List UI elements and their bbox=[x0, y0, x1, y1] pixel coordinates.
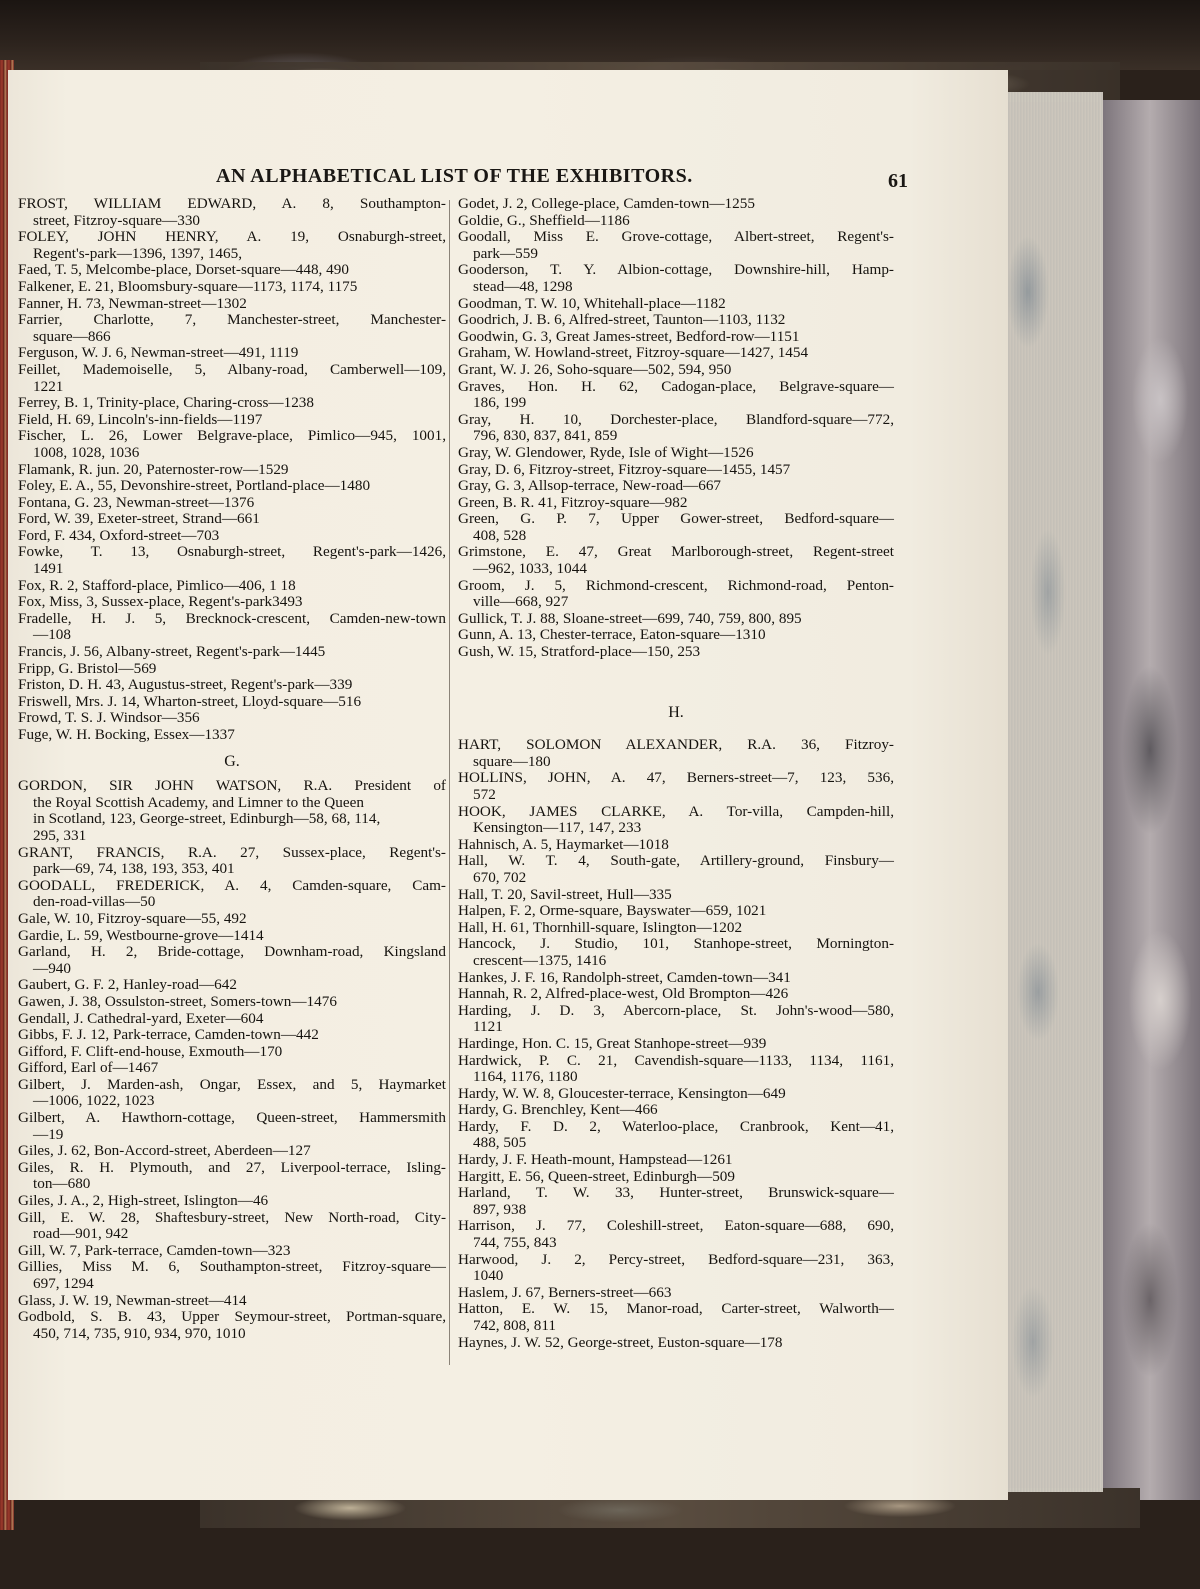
entry-text: Harwood, J. 2, Percy-street, Bedford-square—231, 363, bbox=[458, 1250, 894, 1268]
list-item bbox=[458, 1218, 894, 1251]
list-item bbox=[458, 296, 894, 313]
entry-text: Gifford, F. Clift-end-house, Exmouth—170 bbox=[18, 1042, 283, 1060]
entry-continuation: 295, 331 bbox=[33, 826, 87, 844]
right-column bbox=[458, 196, 894, 1351]
list-item bbox=[18, 1011, 446, 1028]
list-item bbox=[18, 462, 446, 479]
list-item bbox=[18, 495, 446, 512]
list-item bbox=[18, 1193, 446, 1210]
entry-text: Ford, W. 39, Exeter-street, Strand—661 bbox=[18, 510, 260, 528]
list-item bbox=[458, 770, 894, 803]
entry-text: Giles, J. 62, Bon-Accord-street, Aberdeen—127 bbox=[18, 1142, 311, 1160]
entry-text: Ferrey, B. 1, Trinity-place, Charing-cross—1238 bbox=[18, 394, 314, 412]
list-item bbox=[18, 611, 446, 644]
entry-continuation: in Scotland, 123, George-street, Edinburgh—58, 68, 114, bbox=[33, 810, 381, 828]
section-heading-h: H. bbox=[668, 703, 684, 721]
list-item bbox=[458, 1036, 894, 1053]
list-item bbox=[458, 1102, 894, 1119]
entry-text: Gill, E. W. 28, Shaftesbury-street, New North-road, City- bbox=[18, 1208, 446, 1226]
entry-text: Grimstone, E. 47, Great Marlborough-street, Regent-street bbox=[458, 543, 894, 561]
entry-text: Field, H. 69, Lincoln's-inn-fields—1197 bbox=[18, 410, 263, 428]
spacer bbox=[458, 661, 894, 695]
entry-text: Halpen, F. 2, Orme-square, Bayswater—659, 1021 bbox=[458, 902, 767, 920]
list-item bbox=[458, 544, 894, 577]
entry-continuation: ville—668, 927 bbox=[473, 593, 569, 611]
list-item bbox=[18, 644, 446, 661]
list-item bbox=[458, 312, 894, 329]
list-item bbox=[458, 1285, 894, 1302]
column-divider bbox=[449, 200, 450, 1365]
entry-text: Goldie, G., Sheffield—1186 bbox=[458, 211, 630, 229]
entry-continuation: 897, 938 bbox=[473, 1200, 527, 1218]
list-item bbox=[18, 1160, 446, 1193]
entry-continuation: 1121 bbox=[473, 1018, 503, 1036]
entries-g-continued bbox=[458, 196, 894, 661]
entry-continuation: 1221 bbox=[33, 377, 64, 395]
entry-text: Fischer, L. 26, Lower Belgrave-place, Pimlico—945, 1001, bbox=[18, 427, 446, 445]
list-item bbox=[18, 478, 446, 495]
entry-continuation: 572 bbox=[473, 786, 496, 803]
entry-text: Frowd, T. S. J. Windsor—356 bbox=[18, 709, 200, 727]
list-item bbox=[18, 1027, 446, 1044]
entry-text: Green, G. P. 7, Upper Gower-street, Bedford-square— bbox=[458, 510, 894, 528]
list-item bbox=[18, 229, 446, 262]
list-item bbox=[18, 528, 446, 545]
entry-text: GOODALL, FREDERICK, A. 4, Camden-square, Cam- bbox=[18, 876, 446, 894]
list-item bbox=[458, 853, 894, 886]
entry-text: Haslem, J. 67, Berners-street—663 bbox=[458, 1283, 672, 1301]
list-item bbox=[458, 737, 894, 770]
section-heading-g: G. bbox=[224, 752, 240, 770]
entry-continuation: —1006, 1022, 1023 bbox=[33, 1092, 155, 1110]
entry-continuation: 488, 505 bbox=[473, 1134, 527, 1152]
entry-text: Hardwick, P. C. 21, Cavendish-square—1133, 1134, 1161, bbox=[458, 1051, 894, 1069]
entry-text: Gunn, A. 13, Chester-terrace, Eaton-square—1310 bbox=[458, 626, 766, 644]
entry-text: Gillies, Miss M. 6, Southampton-street, Fitzroy-square— bbox=[18, 1258, 446, 1276]
list-item bbox=[458, 970, 894, 987]
list-item bbox=[18, 1293, 446, 1310]
list-item bbox=[18, 778, 446, 844]
list-item bbox=[18, 428, 446, 461]
entry-text: Hall, W. T. 4, South-gate, Artillery-ground, Finsbury— bbox=[458, 852, 894, 870]
list-item bbox=[18, 262, 446, 279]
entry-text: Garland, H. 2, Bride-cottage, Downham-road, Kingsland bbox=[18, 943, 446, 961]
list-item bbox=[18, 196, 446, 229]
entry-text: Fanner, H. 73, Newman-street—1302 bbox=[18, 294, 247, 312]
entry-continuation: square—180 bbox=[473, 752, 551, 770]
entry-text: Godet, J. 2, College-place, Camden-town—1255 bbox=[458, 195, 755, 212]
list-item bbox=[458, 1335, 894, 1352]
list-item bbox=[18, 412, 446, 429]
entry-text: Hatton, E. W. 15, Manor-road, Carter-street, Walworth— bbox=[458, 1300, 894, 1318]
list-item bbox=[458, 262, 894, 295]
entry-continuation: Regent's-park—1396, 1397, 1465, bbox=[33, 244, 243, 262]
entry-text: Hargitt, E. 56, Queen-street, Edinburgh—509 bbox=[458, 1167, 735, 1185]
entry-text: HART, SOLOMON ALEXANDER, R.A. 36, Fitzroy- bbox=[458, 736, 894, 754]
entry-text: Fowke, T. 13, Osnaburgh-street, Regent's-park—1426, bbox=[18, 543, 446, 561]
list-item bbox=[18, 694, 446, 711]
entry-text: Gifford, Earl of—1467 bbox=[18, 1059, 159, 1077]
list-item bbox=[18, 594, 446, 611]
entry-text: Hardy, G. Brenchley, Kent—466 bbox=[458, 1101, 658, 1119]
page-header: AN ALPHABETICAL LIST OF THE EXHIBITORS. bbox=[216, 165, 693, 187]
list-item bbox=[18, 944, 446, 977]
entry-continuation: 186, 199 bbox=[473, 394, 527, 412]
entry-text: GRANT, FRANCIS, R.A. 27, Sussex-place, Regent's- bbox=[18, 843, 446, 861]
list-item bbox=[458, 804, 894, 837]
entry-continuation: 796, 830, 837, 841, 859 bbox=[473, 427, 618, 445]
entry-text: HOLLINS, JOHN, A. 47, Berners-street—7, 123, 536, bbox=[458, 769, 894, 787]
entry-text: Haynes, J. W. 52, George-street, Euston-square—178 bbox=[458, 1333, 783, 1351]
entry-text: FOLEY, JOHN HENRY, A. 19, Osnaburgh-street, bbox=[18, 228, 446, 246]
entry-continuation: 742, 808, 811 bbox=[473, 1317, 556, 1334]
list-item bbox=[458, 1152, 894, 1169]
list-item bbox=[18, 727, 446, 744]
list-item bbox=[458, 345, 894, 362]
list-item bbox=[18, 578, 446, 595]
list-item bbox=[458, 887, 894, 904]
list-item bbox=[458, 627, 894, 644]
entry-text: Friswell, Mrs. J. 14, Wharton-street, Lloyd-square—516 bbox=[18, 692, 362, 710]
entry-text: Gooderson, T. Y. Albion-cottage, Downshire-hill, Hamp- bbox=[458, 261, 894, 279]
entry-text: Hardy, F. D. 2, Waterloo-place, Cranbrook, Kent—41, bbox=[458, 1117, 894, 1135]
entry-text: Gardie, L. 59, Westbourne-grove—1414 bbox=[18, 926, 264, 944]
entry-text: Ferguson, W. J. 6, Newman-street—491, 1119 bbox=[18, 344, 299, 362]
list-item bbox=[458, 1185, 894, 1218]
list-item bbox=[18, 1077, 446, 1110]
entry-continuation: the Royal Scottish Academy, and Limner to the Queen bbox=[33, 793, 364, 811]
list-item bbox=[458, 578, 894, 611]
entry-continuation: street, Fitzroy-square—330 bbox=[33, 211, 201, 229]
list-item bbox=[18, 296, 446, 313]
entry-text: Gullick, T. J. 88, Sloane-street—699, 740, 759, 800, 895 bbox=[458, 609, 802, 627]
entry-continuation: 408, 528 bbox=[473, 526, 527, 544]
entries-f bbox=[18, 196, 446, 744]
entry-continuation: 670, 702 bbox=[473, 868, 527, 886]
left-column bbox=[18, 196, 446, 1342]
entry-text: Hardy, W. W. 8, Gloucester-terrace, Kensington—649 bbox=[458, 1084, 786, 1102]
entry-continuation: 1164, 1176, 1180 bbox=[473, 1068, 578, 1086]
list-item bbox=[458, 1003, 894, 1036]
entry-text: Gawen, J. 38, Ossulston-street, Somers-town—1476 bbox=[18, 992, 337, 1010]
entry-continuation: 1040 bbox=[473, 1267, 504, 1285]
entry-continuation: park—69, 74, 138, 193, 353, 401 bbox=[33, 860, 235, 878]
list-item bbox=[458, 495, 894, 512]
entry-text: Hardinge, Hon. C. 15, Great Stanhope-street—939 bbox=[458, 1034, 767, 1052]
list-item bbox=[458, 379, 894, 412]
entry-text: Graham, W. Howland-street, Fitzroy-square—1427, 1454 bbox=[458, 344, 809, 362]
entry-text: Hancock, J. Studio, 101, Stanhope-street, Mornington- bbox=[458, 935, 894, 953]
entry-text: Flamank, R. jun. 20, Paternoster-row—1529 bbox=[18, 460, 289, 478]
list-item bbox=[458, 213, 894, 230]
entry-text: Gill, W. 7, Park-terrace, Camden-town—323 bbox=[18, 1241, 291, 1259]
entry-text: Fradelle, H. J. 5, Brecknock-crescent, Camden-new-town bbox=[18, 609, 446, 627]
entry-text: Gilbert, A. Hawthorn-cottage, Queen-street, Hammersmith bbox=[18, 1109, 446, 1127]
list-item bbox=[458, 196, 894, 213]
entry-text: Feillet, Mademoiselle, 5, Albany-road, Camberwell—109, bbox=[18, 360, 446, 378]
entry-text: Fuge, W. H. Bocking, Essex—1337 bbox=[18, 726, 235, 743]
list-item bbox=[458, 1252, 894, 1285]
entry-text: Falkener, E. 21, Bloomsbury-square—1173, 1174, 1175 bbox=[18, 277, 358, 295]
list-item bbox=[458, 412, 894, 445]
list-item bbox=[18, 1060, 446, 1077]
entry-continuation: Kensington—117, 147, 233 bbox=[473, 819, 642, 837]
entry-text: Gray, D. 6, Fitzroy-street, Fitzroy-square—1455, 1457 bbox=[458, 460, 791, 478]
list-item bbox=[18, 279, 446, 296]
entry-text: Faed, T. 5, Melcombe-place, Dorset-square—448, 490 bbox=[18, 261, 349, 279]
entry-text: Goodwin, G. 3, Great James-street, Bedford-row—1151 bbox=[458, 327, 800, 345]
list-item bbox=[18, 1259, 446, 1292]
entry-continuation: road—901, 942 bbox=[33, 1225, 129, 1243]
entry-text: Glass, J. W. 19, Newman-street—414 bbox=[18, 1291, 247, 1309]
entry-text: Hannah, R. 2, Alfred-place-west, Old Brompton—426 bbox=[458, 985, 789, 1003]
list-item bbox=[18, 312, 446, 345]
entry-continuation: park—559 bbox=[473, 244, 538, 262]
entry-continuation: crescent—1375, 1416 bbox=[473, 951, 607, 969]
list-item bbox=[18, 977, 446, 994]
list-item bbox=[18, 544, 446, 577]
list-item bbox=[18, 677, 446, 694]
entry-text: Gray, W. Glendower, Ryde, Isle of Wight—1526 bbox=[458, 443, 754, 461]
list-item bbox=[458, 329, 894, 346]
entry-text: Goodrich, J. B. 6, Alfred-street, Taunton—1103, 1132 bbox=[458, 311, 786, 329]
list-item bbox=[18, 928, 446, 945]
entry-text: Goodman, T. W. 10, Whitehall-place—1182 bbox=[458, 294, 726, 312]
entry-text: Hardy, J. F. Heath-mount, Hampstead—1261 bbox=[458, 1151, 733, 1169]
list-item bbox=[458, 920, 894, 937]
entry-text: Gaubert, G. F. 2, Hanley-road—642 bbox=[18, 976, 237, 994]
list-item bbox=[458, 1119, 894, 1152]
entries-h bbox=[458, 737, 894, 1351]
list-item bbox=[458, 1301, 894, 1334]
entry-text: Harland, T. W. 33, Hunter-street, Brunswick-square— bbox=[458, 1184, 894, 1202]
list-item bbox=[458, 1053, 894, 1086]
entry-text: Hall, H. 61, Thornhill-square, Islington—1202 bbox=[458, 918, 743, 936]
list-item bbox=[458, 478, 894, 495]
list-item bbox=[18, 1210, 446, 1243]
entry-text: Giles, R. H. Plymouth, and 27, Liverpool-terrace, Isling- bbox=[18, 1158, 446, 1176]
page-number: 61 bbox=[888, 170, 908, 192]
list-item bbox=[458, 644, 894, 661]
list-item bbox=[458, 986, 894, 1003]
list-item bbox=[458, 611, 894, 628]
list-item bbox=[458, 1086, 894, 1103]
list-item bbox=[18, 362, 446, 395]
list-item bbox=[18, 1143, 446, 1160]
list-item bbox=[18, 1044, 446, 1061]
entry-continuation: 1008, 1028, 1036 bbox=[33, 443, 140, 461]
entry-continuation: stead—48, 1298 bbox=[473, 277, 573, 295]
entry-text: Goodall, Miss E. Grove-cottage, Albert-street, Regent's- bbox=[458, 228, 894, 246]
entry-text: Fox, Miss, 3, Sussex-place, Regent's-park3493 bbox=[18, 593, 303, 611]
entry-continuation: —940 bbox=[33, 959, 71, 977]
entry-text: Gush, W. 15, Stratford-place—150, 253 bbox=[458, 643, 701, 661]
list-item bbox=[458, 511, 894, 544]
entry-text: Groom, J. 5, Richmond-crescent, Richmond-road, Penton- bbox=[458, 576, 894, 594]
entry-text: Fripp, G. Bristol—569 bbox=[18, 659, 157, 677]
list-item bbox=[18, 1309, 446, 1342]
list-item bbox=[18, 878, 446, 911]
entry-text: Gendall, J. Cathedral-yard, Exeter—604 bbox=[18, 1009, 264, 1027]
list-item bbox=[18, 395, 446, 412]
list-item bbox=[18, 511, 446, 528]
list-item bbox=[458, 445, 894, 462]
list-item bbox=[458, 1169, 894, 1186]
list-item bbox=[458, 362, 894, 379]
list-item bbox=[18, 845, 446, 878]
entry-text: Fox, R. 2, Stafford-place, Pimlico—406, 1 18 bbox=[18, 576, 296, 594]
entry-text: Foley, E. A., 55, Devonshire-street, Portland-place—1480 bbox=[18, 477, 371, 495]
list-item bbox=[458, 936, 894, 969]
entry-text: Harding, J. D. 3, Abercorn-place, St. John's-wood—580, bbox=[458, 1001, 894, 1019]
entry-text: Hankes, J. F. 16, Randolph-street, Camden-town—341 bbox=[458, 968, 791, 986]
list-item bbox=[18, 661, 446, 678]
entry-text: Farrier, Charlotte, 7, Manchester-street, Manchester- bbox=[18, 311, 446, 329]
list-item bbox=[18, 345, 446, 362]
list-item bbox=[18, 1243, 446, 1260]
entry-continuation: 697, 1294 bbox=[33, 1275, 94, 1292]
entry-text: Gray, G. 3, Allsop-terrace, New-road—667 bbox=[458, 477, 722, 495]
entry-text: Gale, W. 10, Fitzroy-square—55, 492 bbox=[18, 909, 247, 927]
entry-continuation: square—866 bbox=[33, 327, 111, 345]
entry-continuation: ton—680 bbox=[33, 1175, 91, 1193]
entry-text: FROST, WILLIAM EDWARD, A. 8, Southampton- bbox=[18, 195, 446, 212]
entry-text: Giles, J. A., 2, High-street, Islington—46 bbox=[18, 1192, 269, 1210]
entry-continuation: 1491 bbox=[33, 560, 64, 578]
entry-text: Gibbs, F. J. 12, Park-terrace, Camden-town—442 bbox=[18, 1026, 319, 1044]
list-item bbox=[458, 903, 894, 920]
entry-continuation: —962, 1033, 1044 bbox=[473, 560, 587, 578]
entry-text: Godbold, S. B. 43, Upper Seymour-street, Portman-square, bbox=[18, 1308, 446, 1326]
list-item bbox=[458, 837, 894, 854]
entry-text: HOOK, JAMES CLARKE, A. Tor-villa, Campden-hill, bbox=[458, 802, 894, 820]
entry-continuation: 744, 755, 843 bbox=[473, 1234, 557, 1252]
entry-continuation: —108 bbox=[33, 626, 71, 644]
entries-g bbox=[18, 778, 446, 1342]
entry-text: Gilbert, J. Marden-ash, Ongar, Essex, and 5, Haymarket bbox=[18, 1075, 446, 1093]
entry-text: Harrison, J. 77, Coleshill-street, Eaton-square—688, 690, bbox=[458, 1217, 894, 1235]
entry-text: Graves, Hon. H. 62, Cadogan-place, Belgrave-square— bbox=[458, 377, 894, 395]
list-item bbox=[458, 462, 894, 479]
entry-text: Friston, D. H. 43, Augustus-street, Regent's-park—339 bbox=[18, 676, 353, 694]
list-item bbox=[18, 710, 446, 727]
list-item bbox=[18, 994, 446, 1011]
entry-text: Hahnisch, A. 5, Haymarket—1018 bbox=[458, 835, 669, 853]
book-cover-top bbox=[0, 0, 1200, 70]
list-item bbox=[458, 229, 894, 262]
entry-continuation: den-road-villas—50 bbox=[33, 893, 156, 911]
marbled-board-right bbox=[1100, 100, 1200, 1500]
entry-text: Fontana, G. 23, Newman-street—1376 bbox=[18, 493, 255, 511]
entry-continuation: —19 bbox=[33, 1125, 64, 1143]
entry-text: Francis, J. 56, Albany-street, Regent's-park—1445 bbox=[18, 643, 326, 661]
entry-text: Ford, F. 434, Oxford-street—703 bbox=[18, 526, 220, 544]
entry-text: GORDON, SIR JOHN WATSON, R.A. President of bbox=[18, 777, 446, 795]
entry-continuation: 450, 714, 735, 910, 934, 970, 1010 bbox=[33, 1324, 246, 1342]
entry-text: Grant, W. J. 26, Soho-square—502, 594, 950 bbox=[458, 360, 732, 378]
list-item bbox=[18, 911, 446, 928]
entry-text: Gray, H. 10, Dorchester-place, Blandford-square—772, bbox=[458, 410, 894, 428]
entry-text: Green, B. R. 41, Fitzroy-square—982 bbox=[458, 493, 688, 511]
list-item bbox=[18, 1110, 446, 1143]
entry-text: Hall, T. 20, Savil-street, Hull—335 bbox=[458, 885, 672, 903]
